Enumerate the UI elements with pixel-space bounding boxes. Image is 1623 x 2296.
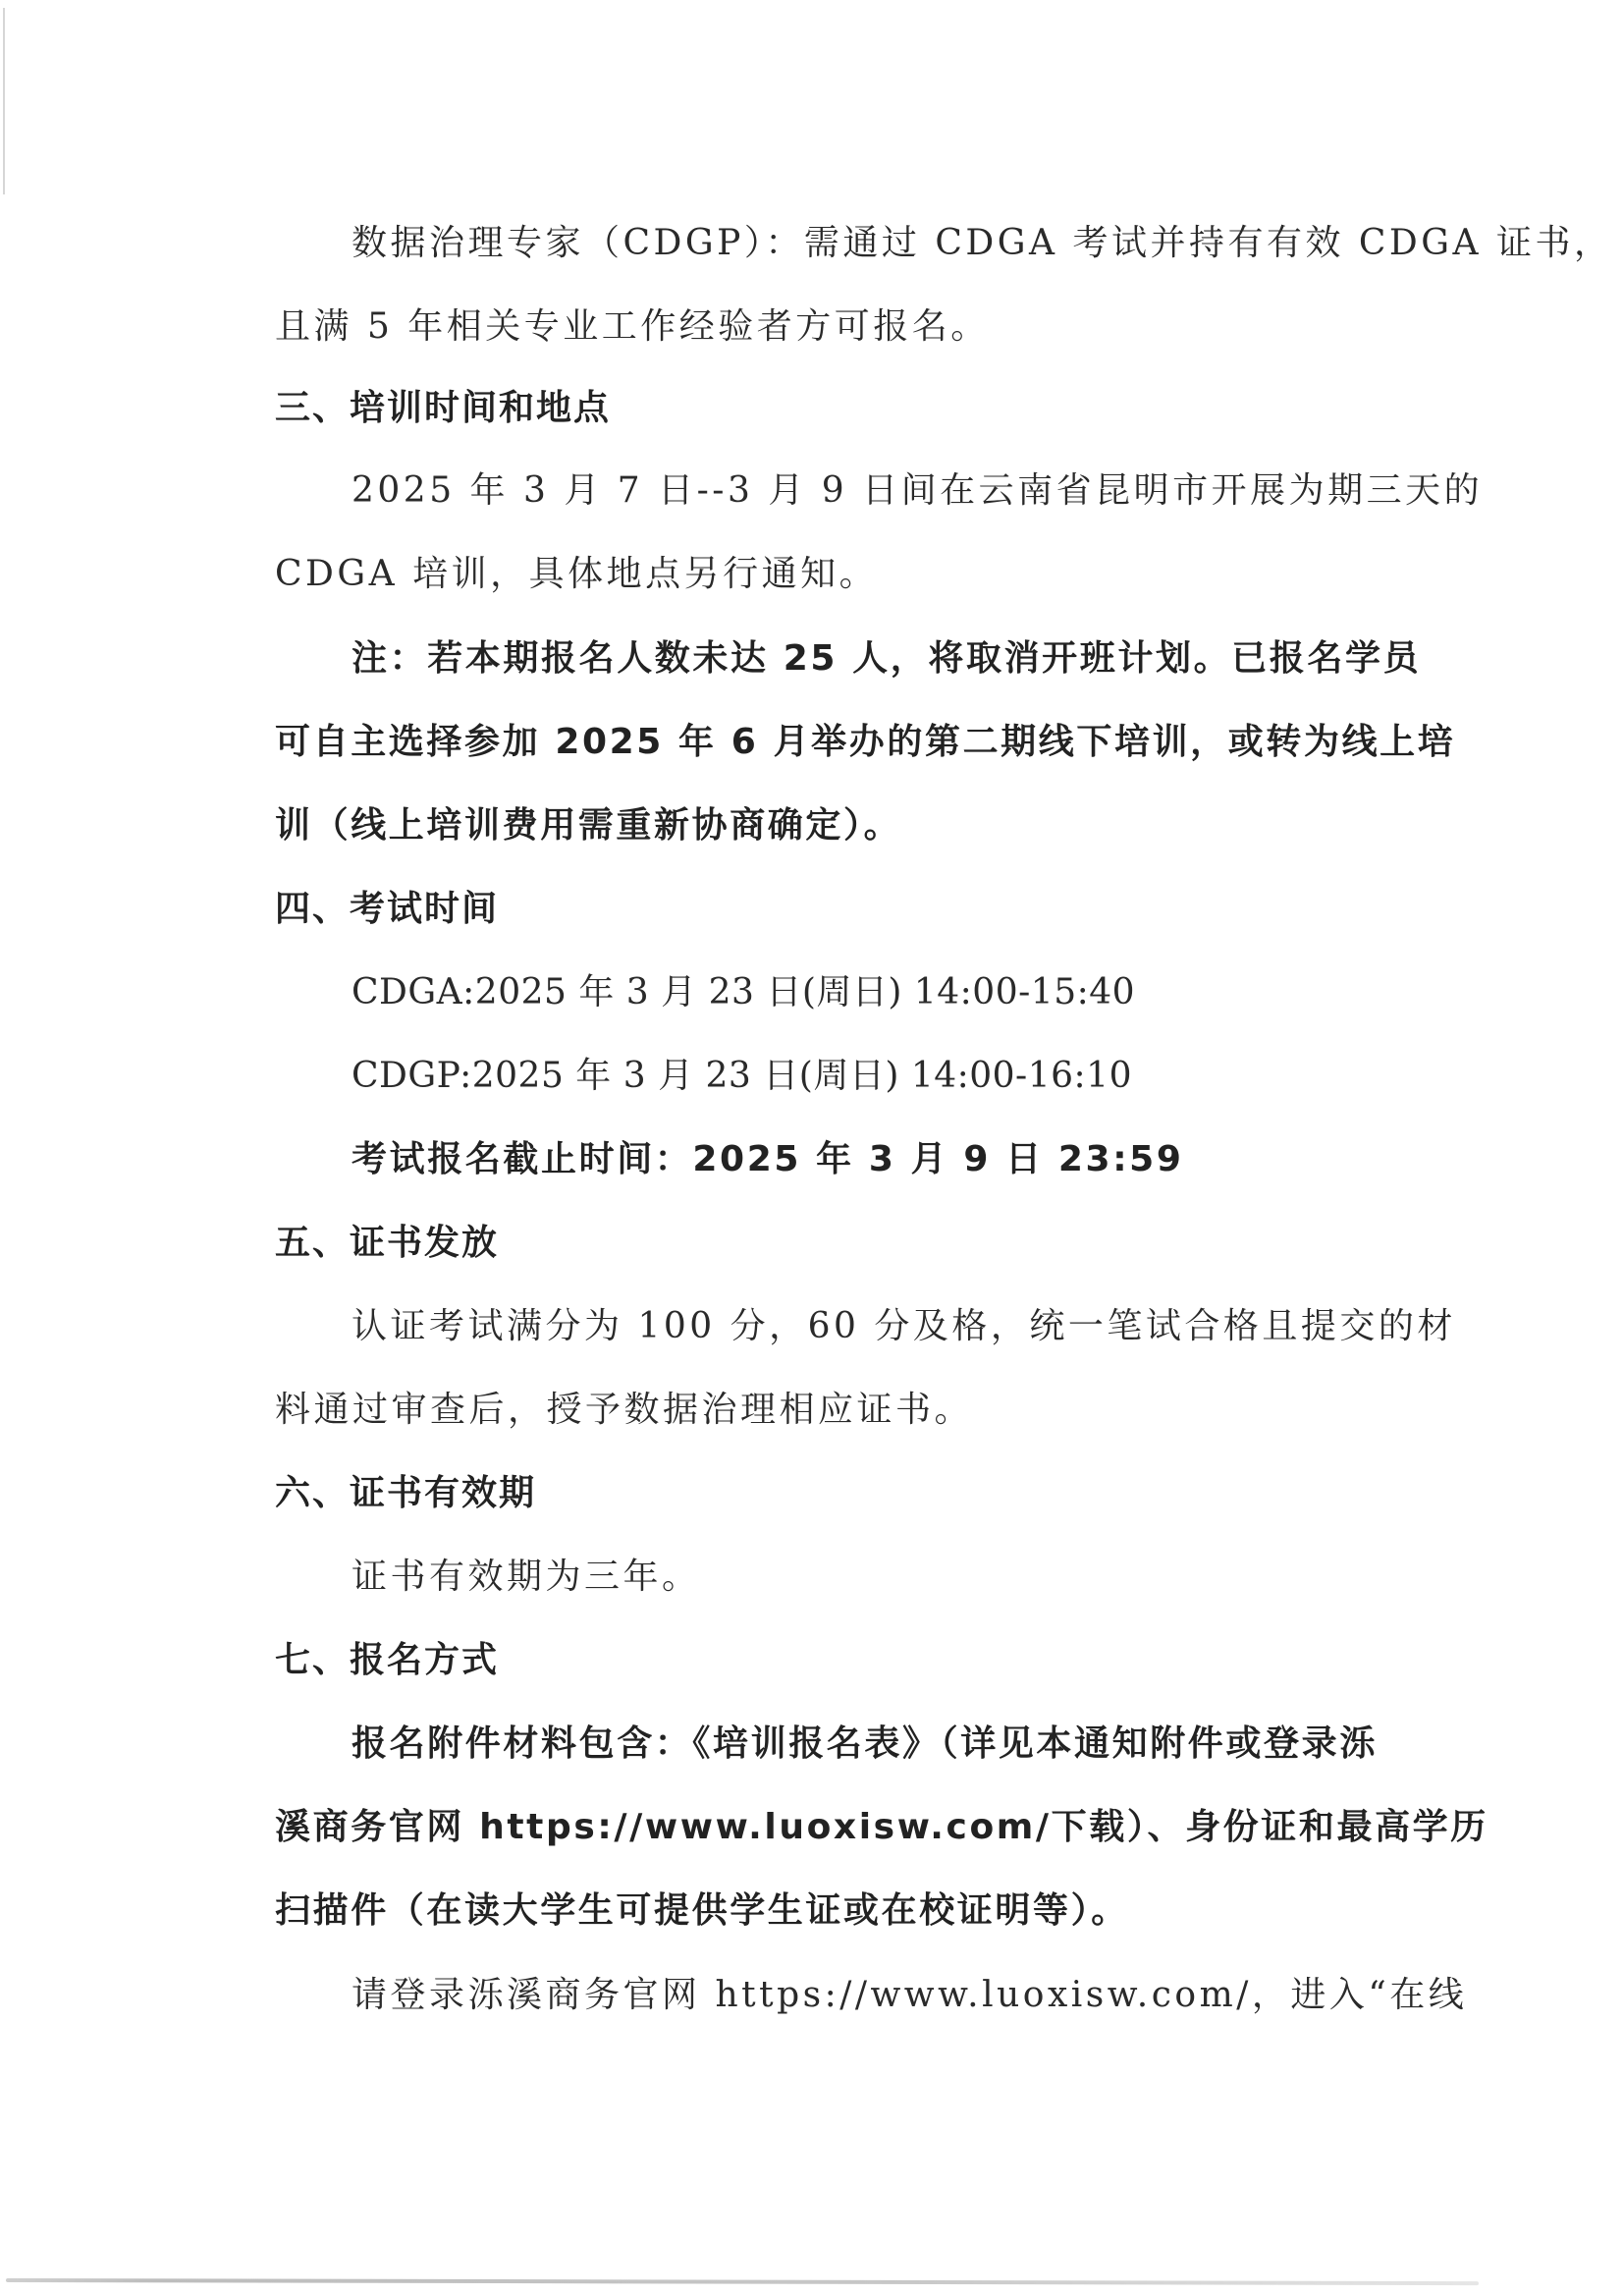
training-time-line-1: 2025 年 3 月 7 日--3 月 9 日间在云南省昆明市开展为期三天的 xyxy=(352,470,1484,511)
note-line-2: 可自主选择参加 2025 年 6 月举办的第二期线下培训，或转为线上培 xyxy=(275,722,1456,762)
exam-time-cdga: CDGA:2025 年 3 月 23 日(周日) 14:00-15:40 xyxy=(352,972,1136,1012)
section-heading-training-time-location: 三、培训时间和地点 xyxy=(275,388,612,428)
materials-line-1: 报名附件材料包含：《培训报名表》（详见本通知附件或登录泺 xyxy=(352,1723,1378,1764)
section-heading-exam-time: 四、考试时间 xyxy=(275,889,500,929)
scan-bottom-edge-artifact xyxy=(6,2278,1479,2285)
exam-time-cdgp: CDGP:2025 年 3 月 23 日(周日) 14:00-16:10 xyxy=(352,1056,1132,1096)
section-heading-certificate-validity: 六、证书有效期 xyxy=(275,1473,537,1513)
certificate-issue-line-2: 料通过审查后，授予数据治理相应证书。 xyxy=(275,1390,974,1430)
certificate-validity-text: 证书有效期为三年。 xyxy=(352,1557,701,1597)
register-online-line-1: 请登录泺溪商务官网 https://www.luoxisw.com/，进入“在线 xyxy=(352,1975,1468,2015)
note-line-3: 训（线上培训费用需重新协商确定）。 xyxy=(275,805,902,846)
exam-registration-deadline: 考试报名截止时间：2025 年 3 月 9 日 23:59 xyxy=(352,1139,1184,1179)
note-line-1: 注：若本期报名人数未达 25 人，将取消开班计划。已报名学员 xyxy=(352,638,1422,679)
materials-line-2: 溪商务官网 https://www.luoxisw.com/下载）、身份证和最高学历 xyxy=(275,1807,1488,1847)
scan-edge-artifact xyxy=(3,8,5,194)
cdgp-requirement-line-1: 数据治理专家（CDGP）：需通过 CDGA 考试并持有有效 CDGA 证书， xyxy=(352,223,1613,263)
cdgp-requirement-line-2: 且满 5 年相关专业工作经验者方可报名。 xyxy=(275,306,990,347)
certificate-issue-line-1: 认证考试满分为 100 分，60 分及格，统一笔试合格且提交的材 xyxy=(352,1306,1456,1346)
materials-line-3: 扫描件（在读大学生可提供学生证或在校证明等）。 xyxy=(275,1890,1129,1931)
section-heading-registration-method: 七、报名方式 xyxy=(275,1640,500,1680)
section-heading-certificate-issue: 五、证书发放 xyxy=(275,1223,500,1263)
training-time-line-2: CDGA 培训，具体地点另行通知。 xyxy=(275,554,879,594)
